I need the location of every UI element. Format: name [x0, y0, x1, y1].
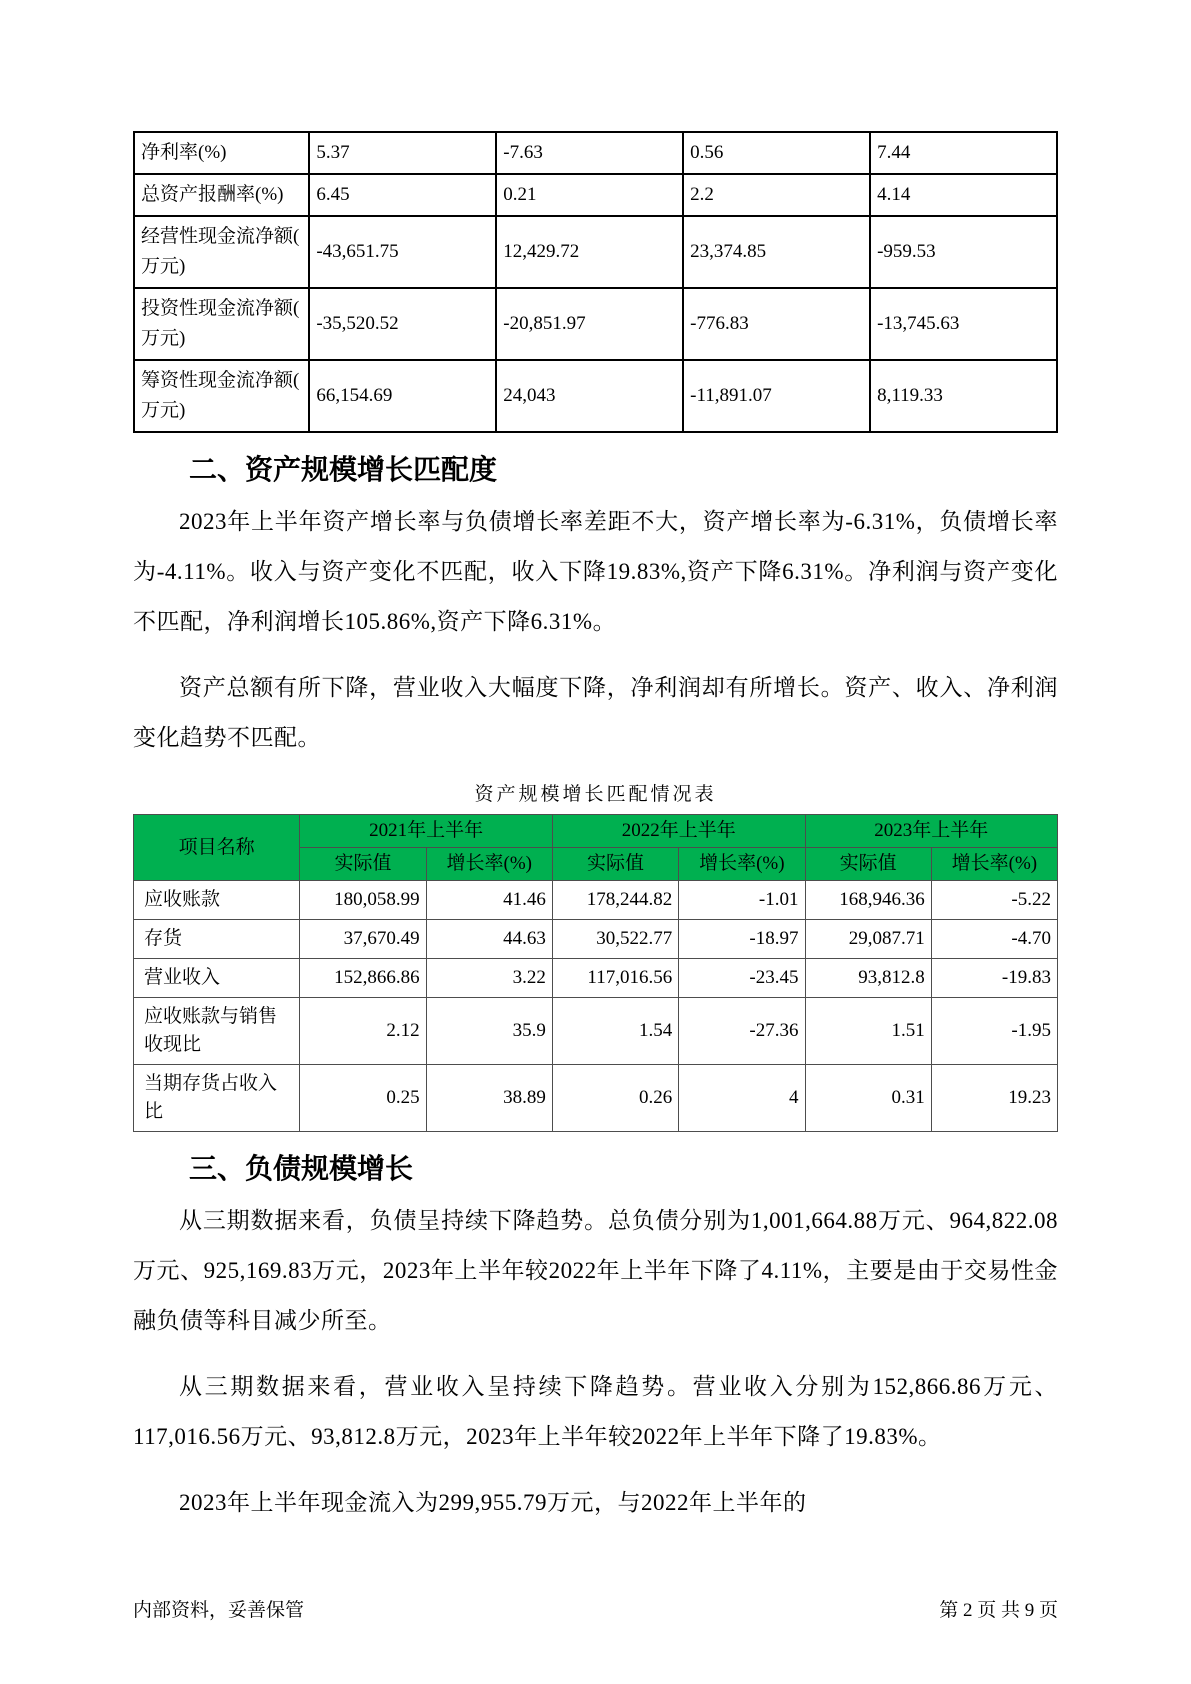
cell-value: 117,016.56	[552, 959, 678, 998]
row-label: 经营性现金流净额(万元)	[134, 216, 309, 288]
col-header-growth-2022: 增长率(%)	[679, 848, 805, 881]
cell-value: 19.23	[931, 1065, 1057, 1132]
section-3-paragraph-3: 2023年上半年现金流入为299,955.79万元，与2022年上半年的	[179, 1490, 807, 1515]
cell-value: 5.37	[309, 132, 496, 174]
cell-value: 44.63	[426, 920, 552, 959]
cell-value: -43,651.75	[309, 216, 496, 288]
section-2-paragraph-1: 2023年上半年资产增长率与负债增长率差距不大，资产增长率为-6.31%，负债增长率为-4.11%。收入与资产变化不匹配，收入下降19.83%,资产下降6.31%。净利润与资产变化不匹配，净利润增长105.86%,资产下降6.31%。	[133, 509, 1058, 634]
cell-value: 180,058.99	[300, 881, 426, 920]
cell-value: -20,851.97	[496, 288, 683, 360]
cell-value: 37,670.49	[300, 920, 426, 959]
footer-page-number: 第 2 页 共 9 页	[939, 1600, 1058, 1621]
footer-confidential-note: 内部资料，妥善保管	[133, 1600, 305, 1621]
cell-value: 8,119.33	[870, 360, 1057, 432]
table-row	[134, 998, 1058, 1065]
cell-value: -5.22	[931, 881, 1057, 920]
cell-value: 1.54	[552, 998, 678, 1065]
col-header-actual-2021: 实际值	[300, 848, 426, 881]
match-table-title: 资产规模增长匹配情况表	[474, 784, 717, 805]
cell-value: -35,520.52	[309, 288, 496, 360]
cell-value: -23.45	[679, 959, 805, 998]
row-label: 应收账款与销售收现比	[134, 998, 300, 1065]
section-3-paragraph-2: 从三期数据来看，营业收入呈持续下降趋势。营业收入分别为152,866.86万元、117,016.56万元、93,812.8万元，2023年上半年较2022年上半年下降了19.83%。	[133, 1374, 1058, 1449]
cell-value: 0.21	[496, 174, 683, 216]
cell-value: 4.14	[870, 174, 1057, 216]
asset-growth-match-table-header	[134, 815, 1058, 881]
row-label: 总资产报酬率(%)	[134, 174, 309, 216]
cell-value: 35.9	[426, 998, 552, 1065]
cell-value: 168,946.36	[805, 881, 931, 920]
cell-value: 1.51	[805, 998, 931, 1065]
cell-value: -13,745.63	[870, 288, 1057, 360]
section-3-paragraph-1: 从三期数据来看，负债呈持续下降趋势。总负债分别为1,001,664.88万元、964,822.08万元、925,169.83万元，2023年上半年较2022年上半年下降了4.11%，主要是由于交易性金融负债等科目减少所至。	[133, 1208, 1058, 1333]
col-header-growth-2021: 增长率(%)	[426, 848, 552, 881]
col-header-growth-2023: 增长率(%)	[931, 848, 1057, 881]
cell-value: -19.83	[931, 959, 1057, 998]
row-label: 应收账款	[134, 881, 300, 920]
cell-value: 7.44	[870, 132, 1057, 174]
cell-value: 0.56	[683, 132, 870, 174]
row-label: 投资性现金流净额(万元)	[134, 288, 309, 360]
row-label: 当期存货占收入比	[134, 1065, 300, 1132]
cell-value: 6.45	[309, 174, 496, 216]
cell-value: -1.95	[931, 998, 1057, 1065]
cell-value: -27.36	[679, 998, 805, 1065]
section-2-heading: 二、资产规模增长匹配度	[189, 454, 498, 485]
cell-value: 23,374.85	[683, 216, 870, 288]
cell-value: -959.53	[870, 216, 1057, 288]
table-row	[134, 881, 1058, 920]
cell-value: 93,812.8	[805, 959, 931, 998]
financial-metrics-table-body	[134, 132, 1057, 432]
cell-value: 29,087.71	[805, 920, 931, 959]
col-header-actual-2022: 实际值	[552, 848, 678, 881]
cell-value: -4.70	[931, 920, 1057, 959]
col-header-year-2022: 2022年上半年	[552, 815, 805, 848]
cell-value: 12,429.72	[496, 216, 683, 288]
table-row	[134, 920, 1058, 959]
section-3-heading: 三、负债规模增长	[189, 1153, 414, 1184]
row-label: 营业收入	[134, 959, 300, 998]
cell-value: 66,154.69	[309, 360, 496, 432]
cell-value: 3.22	[426, 959, 552, 998]
cell-value: -1.01	[679, 881, 805, 920]
table-row	[134, 132, 1057, 174]
cell-value: 2.12	[300, 998, 426, 1065]
cell-value: 0.26	[552, 1065, 678, 1132]
col-header-item-name: 项目名称	[134, 815, 300, 881]
col-header-year-2021: 2021年上半年	[300, 815, 553, 848]
table-row	[134, 959, 1058, 998]
cell-value: 38.89	[426, 1065, 552, 1132]
cell-value: 0.31	[805, 1065, 931, 1132]
col-header-year-2023: 2023年上半年	[805, 815, 1058, 848]
cell-value: 2.2	[683, 174, 870, 216]
cell-value: -18.97	[679, 920, 805, 959]
cell-value: -776.83	[683, 288, 870, 360]
page-footer	[133, 1598, 1058, 1624]
row-label: 存货	[134, 920, 300, 959]
row-label: 筹资性现金流净额(万元)	[134, 360, 309, 432]
cell-value: 41.46	[426, 881, 552, 920]
cell-value: -11,891.07	[683, 360, 870, 432]
financial-metrics-table	[133, 131, 1058, 433]
cell-value: 4	[679, 1065, 805, 1132]
table-row	[134, 174, 1057, 216]
asset-growth-match-table-body	[134, 881, 1058, 1132]
table-row	[134, 1065, 1058, 1132]
cell-value: 152,866.86	[300, 959, 426, 998]
table-row	[134, 216, 1057, 288]
year-header-row	[134, 815, 1058, 848]
row-label: 净利率(%)	[134, 132, 309, 174]
table-row	[134, 360, 1057, 432]
section-2-paragraph-2: 资产总额有所下降，营业收入大幅度下降，净利润却有所增长。资产、收入、净利润变化趋势不匹配。	[133, 675, 1058, 750]
col-header-actual-2023: 实际值	[805, 848, 931, 881]
cell-value: 0.25	[300, 1065, 426, 1132]
cell-value: 24,043	[496, 360, 683, 432]
cell-value: -7.63	[496, 132, 683, 174]
asset-growth-match-table	[133, 814, 1058, 1132]
table-row	[134, 288, 1057, 360]
cell-value: 178,244.82	[552, 881, 678, 920]
cell-value: 30,522.77	[552, 920, 678, 959]
